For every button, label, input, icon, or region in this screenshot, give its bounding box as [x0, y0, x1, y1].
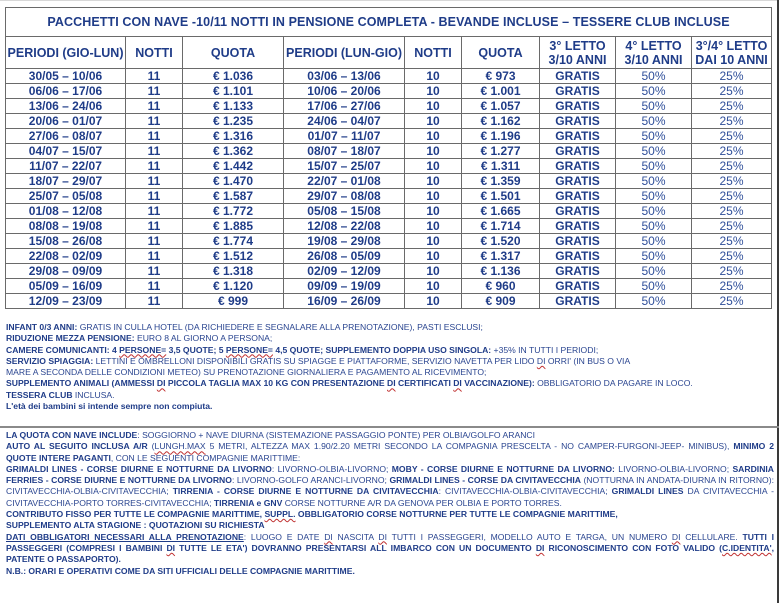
text-fragment: TUTTI I PASSEGGERI (COMPRESI I BAMBINI [6, 531, 774, 553]
cell-periodo-lun-gio: 19/08 – 29/08 [284, 234, 405, 249]
note-grimaldi-porto-torres: GRIMALDI LINES [611, 486, 684, 497]
cell-4-letto: 50% [616, 294, 692, 309]
note-moby: MOBY - CORSE DIURNE E NOTTURNE DA LIVORNO: [391, 463, 615, 474]
cell-4-letto: 50% [616, 174, 692, 189]
note-alta-stagione: SUPPLEMENTO ALTA STAGIONE : QUOTAZIONI SU RICHIESTA [6, 520, 265, 531]
cell-periodo-gio-lun: 04/07 – 15/07 [6, 144, 126, 159]
cell-notti-2: 10 [405, 294, 462, 309]
header-quota-1: QUOTA [183, 37, 284, 69]
header-notti-2: NOTTI [405, 37, 462, 69]
text-fragment: C.IDENTITA' [722, 542, 772, 553]
cell-periodo-gio-lun: 25/07 – 05/08 [6, 189, 126, 204]
text-fragment: DI [378, 531, 387, 542]
text-fragment: 5 METRI, ALTEZZA MAX 1.90/2.20 METRI SECONDO LA COMPAGNIA PRESCELTA - NO CAMPER-FURGONI-JEEP- [205, 441, 685, 452]
cell-3-4-letto-adulti: 25% [692, 249, 772, 264]
cell-periodo-gio-lun: 13/06 – 24/06 [6, 99, 126, 114]
table-header-row [6, 37, 772, 69]
cell-notti-1: 11 [126, 234, 183, 249]
cell-notti-1: 11 [126, 129, 183, 144]
cell-quota-1: € 1.442 [183, 159, 284, 174]
cell-3-letto: GRATIS [540, 99, 616, 114]
cell-periodo-gio-lun: 08/08 – 19/08 [6, 219, 126, 234]
cell-3-letto: GRATIS [540, 204, 616, 219]
cell-quota-2: € 1.001 [462, 84, 540, 99]
price-table [5, 7, 772, 309]
cell-notti-2: 10 [405, 129, 462, 144]
cell-3-4-letto-adulti: 25% [692, 279, 772, 294]
cell-quota-1: € 1.885 [183, 219, 284, 234]
cell-periodo-lun-gio: 02/09 – 12/09 [284, 264, 405, 279]
cell-3-letto: GRATIS [540, 144, 616, 159]
cell-quota-2: € 1.057 [462, 99, 540, 114]
cell-3-letto: GRATIS [540, 234, 616, 249]
cell-4-letto: 50% [616, 264, 692, 279]
cell-periodo-gio-lun: 27/06 – 08/07 [6, 129, 126, 144]
cell-notti-1: 11 [126, 189, 183, 204]
cell-quota-1: € 1.512 [183, 249, 284, 264]
cell-notti-2: 10 [405, 264, 462, 279]
cell-notti-1: 11 [126, 294, 183, 309]
cell-notti-2: 10 [405, 84, 462, 99]
cell-notti-1: 11 [126, 144, 183, 159]
note-quota-label: LA QUOTA CON NAVE INCLUDE [6, 430, 138, 440]
table-row [6, 144, 772, 159]
text-fragment: TUTTE LE ETA') DOVRANNO PRESENTARSI ALL IMBARCO CON UN DOCUMENTO [175, 542, 536, 553]
cell-quota-1: € 1.470 [183, 174, 284, 189]
note-auto [6, 441, 774, 462]
note-minimo-label: MINIMO 2 QUOTE INTERE PAGANTI [6, 441, 775, 463]
note-compagnie [6, 464, 774, 508]
text-fragment: : LUOGO E DATE [243, 531, 325, 542]
cell-quota-2: € 909 [462, 294, 540, 309]
cell-periodo-gio-lun: 20/06 – 01/07 [6, 114, 126, 129]
note-infant-text: GRATIS IN CULLA HOTEL (DA RICHIEDERE E SEGNALARE ALLA PRENOTAZIONE), PASTI ESCLUSI; [77, 322, 483, 332]
cell-notti-2: 10 [405, 159, 462, 174]
cell-periodo-lun-gio: 05/08 – 15/08 [284, 204, 405, 219]
cell-4-letto: 50% [616, 204, 692, 219]
note-eta-text: L'età dei bambini si intende sempre non compiuta. [6, 401, 213, 412]
text-fragment: CERTIFICATI [395, 378, 454, 389]
cell-periodo-lun-gio: 26/08 – 05/09 [284, 249, 405, 264]
cell-periodo-lun-gio: 15/07 – 25/07 [284, 159, 405, 174]
cell-periodo-lun-gio: 03/06 – 13/06 [284, 69, 405, 84]
cell-periodo-lun-gio: 08/07 – 18/07 [284, 144, 405, 159]
cell-4-letto: 50% [616, 279, 692, 294]
cell-notti-2: 10 [405, 144, 462, 159]
cell-periodo-lun-gio: 09/09 – 19/09 [284, 279, 405, 294]
note-grimaldi-livorno: GRIMALDI LINES - CORSE DIURNE E NOTTURNE DA LIVORNO [6, 463, 272, 474]
cell-notti-1: 11 [126, 69, 183, 84]
cell-notti-1: 11 [126, 279, 183, 294]
cell-periodo-gio-lun: 01/08 – 12/08 [6, 204, 126, 219]
cell-notti-2: 10 [405, 189, 462, 204]
note-nb: N.B.: ORARI E OPERATIVI COME DA SITI UFFICIALI DELLE COMPAGNIE MARITTIME. [6, 565, 355, 576]
cell-quota-2: € 973 [462, 69, 540, 84]
cell-quota-1: € 1.774 [183, 234, 284, 249]
cell-4-letto: 50% [616, 99, 692, 114]
cell-3-4-letto-adulti: 25% [692, 294, 772, 309]
note-mezza-label: RIDUZIONE MEZZA PENSIONE: [6, 333, 135, 344]
cell-4-letto: 50% [616, 159, 692, 174]
cell-notti-2: 10 [405, 99, 462, 114]
cell-periodo-lun-gio: 17/06 – 27/06 [284, 99, 405, 114]
text-fragment: (NOTTURNA IN ANDATA-DIURNA IN RITORNO): CIVITAVECCHIA-OLBIA-CIVITAVECCHIA; [6, 475, 774, 497]
cell-3-letto: GRATIS [540, 189, 616, 204]
text-fragment: VACCINAZIONE): [461, 378, 535, 389]
note-spiaggia-cont: MARE A SECONDA DELLE CONDIZIONI METEO) SU PRENOTAZIONE GIORNALIERA E PAGAMENTO AL RICEVIMENTO; [6, 367, 487, 378]
cell-3-4-letto-adulti: 25% [692, 159, 772, 174]
cell-notti-1: 11 [126, 99, 183, 114]
cell-3-letto: GRATIS [540, 279, 616, 294]
cell-3-4-letto-adulti: 25% [692, 84, 772, 99]
table-row [6, 99, 772, 114]
table-row [6, 294, 772, 309]
text-fragment: OBBLIGATORIO CORSE NOTTURNE PER TUTTE LE COMPAGNIE MARITTIME, [295, 509, 618, 520]
cell-quota-2: € 1.520 [462, 234, 540, 249]
cell-3-letto: GRATIS [540, 114, 616, 129]
cell-periodo-lun-gio: 24/06 – 04/07 [284, 114, 405, 129]
cell-periodo-lun-gio: 10/06 – 20/06 [284, 84, 405, 99]
cell-periodo-gio-lun: 15/08 – 26/08 [6, 234, 126, 249]
header-3-4-letto-adulti: 3°/4° LETTO DAI 10 ANNI [692, 37, 772, 69]
cell-4-letto: 50% [616, 249, 692, 264]
cell-quota-2: € 1.277 [462, 144, 540, 159]
note-dati-obbligatori [6, 532, 774, 565]
frame-top-border [0, 0, 779, 1]
header-quota-2: QUOTA [462, 37, 540, 69]
note-contributo [6, 509, 618, 519]
text-fragment: LUNGH.MAX [154, 441, 206, 452]
note-spiaggia [6, 356, 774, 367]
text-fragment: DI [535, 542, 545, 553]
cell-4-letto: 50% [616, 144, 692, 159]
cell-3-letto: GRATIS [540, 84, 616, 99]
note-infant [6, 322, 774, 333]
text-fragment: DI [387, 378, 396, 389]
text-fragment: , PATENTE O PASSAPORTO). [6, 542, 775, 565]
cell-periodo-gio-lun: 06/06 – 17/06 [6, 84, 126, 99]
text-fragment: : CIVITAVECCHIA-OLBIA-CIVITAVECCHIA; [438, 486, 612, 497]
cell-notti-2: 10 [405, 219, 462, 234]
notes-bottom [6, 430, 774, 577]
table-row [6, 264, 772, 279]
text-fragment: NASCITA [332, 531, 379, 542]
table-row [6, 129, 772, 144]
cell-quota-2: € 1.359 [462, 174, 540, 189]
text-fragment: TUTTI I PASSEGGERI, MODELLO AUTO E TARGA, UN NUMERO [387, 531, 672, 542]
section-divider [0, 426, 779, 428]
cell-quota-1: € 1.036 [183, 69, 284, 84]
cell-notti-1: 11 [126, 264, 183, 279]
cell-quota-1: € 1.235 [183, 114, 284, 129]
note-quota-text: : SOGGIORNO + NAVE DIURNA (SISTEMAZIONE PASSAGGIO PONTE) PER OLBIA/GOLFO ARANCI [137, 430, 535, 440]
header-3-letto: 3° LETTO 3/10 ANNI [540, 37, 616, 69]
cell-3-4-letto-adulti: 25% [692, 114, 772, 129]
frame-right-border [777, 0, 779, 603]
text-fragment: ORRI' (IN BUS O VIA [545, 355, 631, 366]
cell-quota-2: € 1.162 [462, 114, 540, 129]
cell-3-letto: GRATIS [540, 174, 616, 189]
note-spiaggia-label: SERVIZIO SPIAGGIA: [6, 355, 94, 366]
cell-3-4-letto-adulti: 25% [692, 144, 772, 159]
text-fragment: DI [536, 355, 546, 366]
table-row [6, 174, 772, 189]
text-fragment: RICONOSCIMENTO CON FOTO VALIDO ( [544, 542, 722, 553]
table-row [6, 84, 772, 99]
cell-quota-1: € 1.316 [183, 129, 284, 144]
cell-4-letto: 50% [616, 219, 692, 234]
cell-3-4-letto-adulti: 25% [692, 264, 772, 279]
note-camere [6, 345, 774, 356]
text-fragment: LIVORNO-OLBIA-LIVORNO; [614, 463, 733, 474]
note-eta [6, 401, 774, 412]
note-auto-label: AUTO AL SEGUITO INCLUSA A/R [6, 441, 148, 452]
cell-4-letto: 50% [616, 189, 692, 204]
cell-notti-1: 11 [126, 174, 183, 189]
text-fragment: CELLULARE. [680, 531, 743, 542]
cell-quota-1: € 1.120 [183, 279, 284, 294]
cell-4-letto: 50% [616, 234, 692, 249]
text-fragment: CAMERE COMUNICANTI: 4 [6, 344, 120, 355]
text-fragment: DI [324, 531, 333, 542]
cell-notti-2: 10 [405, 204, 462, 219]
header-4-letto: 4° LETTO 3/10 ANNI [616, 37, 692, 69]
cell-3-letto: GRATIS [540, 249, 616, 264]
text-fragment: DI [671, 531, 681, 542]
cell-quota-2: € 1.196 [462, 129, 540, 144]
cell-notti-2: 10 [405, 249, 462, 264]
table-row [6, 114, 772, 129]
cell-periodo-lun-gio: 29/07 – 08/08 [284, 189, 405, 204]
cell-notti-2: 10 [405, 174, 462, 189]
cell-notti-2: 10 [405, 279, 462, 294]
cell-3-4-letto-adulti: 25% [692, 69, 772, 84]
table-row [6, 159, 772, 174]
cell-3-4-letto-adulti: 25% [692, 219, 772, 234]
cell-quota-2: € 1.317 [462, 249, 540, 264]
note-infant-label: INFANT 0/3 ANNI: [6, 322, 78, 332]
cell-notti-1: 11 [126, 159, 183, 174]
table-row [6, 204, 772, 219]
note-animali-text: OBBLIGATORIO DA PAGARE IN LOCO. [534, 378, 693, 389]
cell-periodo-gio-lun: 30/05 – 10/06 [6, 69, 126, 84]
cell-notti-1: 11 [126, 249, 183, 264]
text-fragment: LETTINI E OMBRELLONI DISPONIBILI GRATIS SU SPIAGGE E PIATTAFORME, SERVIZIO NAVETTA PER LIDO [93, 355, 537, 366]
header-periodi-gio-lun: PERIODI (GIO-LUN) [6, 37, 126, 69]
note-tessera-label: TESSERA CLUB [6, 389, 73, 400]
text-fragment: PERSONE= [119, 344, 167, 355]
note-sardinia: SARDINIA FERRIES - CORSE DIURNE E NOTTURNE DA LIVORNO [6, 463, 774, 486]
cell-periodo-gio-lun: 18/07 – 29/07 [6, 174, 126, 189]
note-tirrenia: TIRRENIA - CORSE DIURNE E NOTTURNE DA CIVITAVECCHIA [172, 486, 439, 497]
cell-4-letto: 50% [616, 69, 692, 84]
text-fragment: DI [166, 542, 176, 553]
cell-3-letto: GRATIS [540, 219, 616, 234]
text-fragment: SUPPLEMENTO ANIMALI (AMMESSI [6, 378, 157, 389]
note-quota-include [6, 430, 535, 440]
cell-quota-1: € 999 [183, 294, 284, 309]
cell-4-letto: 50% [616, 114, 692, 129]
cell-4-letto: 50% [616, 129, 692, 144]
cell-3-4-letto-adulti: 25% [692, 174, 772, 189]
cell-4-letto: 50% [616, 84, 692, 99]
cell-quota-1: € 1.101 [183, 84, 284, 99]
cell-quota-2: € 1.665 [462, 204, 540, 219]
cell-3-letto: GRATIS [540, 69, 616, 84]
note-camere-label [6, 345, 491, 355]
text-fragment: PERSONE= [225, 344, 273, 355]
note-mezza-pensione [6, 333, 774, 344]
table-row [6, 249, 772, 264]
cell-periodo-lun-gio: 12/08 – 22/08 [284, 219, 405, 234]
note-animali [6, 378, 774, 389]
text-fragment: PICCOLA TAGLIA MAX 10 KG CON PRESENTAZIONE [165, 378, 388, 389]
cell-periodo-lun-gio: 01/07 – 11/07 [284, 129, 405, 144]
cell-notti-1: 11 [126, 114, 183, 129]
cell-periodo-gio-lun: 29/08 – 09/09 [6, 264, 126, 279]
cell-3-4-letto-adulti: 25% [692, 189, 772, 204]
cell-periodo-lun-gio: 22/07 – 01/08 [284, 174, 405, 189]
cell-quota-1: € 1.362 [183, 144, 284, 159]
text-fragment: CORSE NOTTURNE A/R DA GENOVA PER OLBIA E PORTO TORRES. [282, 497, 562, 508]
cell-notti-2: 10 [405, 69, 462, 84]
cell-quota-2: € 960 [462, 279, 540, 294]
note-animali-label [6, 378, 535, 388]
cell-quota-2: € 1.136 [462, 264, 540, 279]
note-camere-text: +35% IN TUTTI I PERIODI; [491, 344, 599, 355]
note-dati-label: DATI OBBLIGATORI NECESSARI ALLA PRENOTAZIONE [6, 531, 244, 542]
cell-periodo-lun-gio: 16/09 – 26/09 [284, 294, 405, 309]
cell-3-4-letto-adulti: 25% [692, 204, 772, 219]
text-fragment: DI [453, 378, 462, 389]
table-row [6, 234, 772, 249]
table-row [6, 69, 772, 84]
table-row [6, 189, 772, 204]
text-fragment: , CON LE SEGUENTI COMPAGNIE MARITTIME: [110, 452, 301, 463]
cell-quota-1: € 1.133 [183, 99, 284, 114]
note-tessera-text: INCLUSA. [72, 389, 115, 400]
cell-notti-1: 11 [126, 204, 183, 219]
cell-3-letto: GRATIS [540, 129, 616, 144]
text-fragment: : LIVORNO-OLBIA-LIVORNO; [271, 463, 392, 474]
cell-periodo-gio-lun: 05/09 – 16/09 [6, 279, 126, 294]
note-grimaldi-civitavecchia: GRIMALDI LINES - CORSE DA CIVITAVECCHIA [389, 475, 581, 486]
cell-notti-2: 10 [405, 234, 462, 249]
cell-3-letto: GRATIS [540, 264, 616, 279]
text-fragment: 4,5 QUOTE; SUPPLEMENTO DOPPIA USO SINGOLA: [272, 344, 492, 355]
note-tirrenia-gnv: TIRRENIA e GNV [213, 497, 283, 508]
cell-quota-1: € 1.318 [183, 264, 284, 279]
notes-top [6, 322, 774, 412]
cell-3-letto: GRATIS [540, 159, 616, 174]
cell-quota-1: € 1.587 [183, 189, 284, 204]
text-fragment: DA CIVITAVECCHIA - CIVITAVECCHIA-PORTO TORRES-CIVITAVECCHIA; [6, 486, 774, 508]
cell-notti-2: 10 [405, 114, 462, 129]
text-fragment: ( [147, 441, 155, 452]
cell-periodo-gio-lun: 11/07 – 22/07 [6, 159, 126, 174]
cell-periodo-gio-lun: 22/08 – 02/09 [6, 249, 126, 264]
cell-3-4-letto-adulti: 25% [692, 129, 772, 144]
cell-quota-1: € 1.772 [183, 204, 284, 219]
table-body [6, 69, 772, 309]
text-fragment: SUPPL. [264, 509, 296, 520]
cell-quota-2: € 1.311 [462, 159, 540, 174]
cell-notti-1: 11 [126, 84, 183, 99]
text-fragment: DI [156, 378, 166, 389]
table-title: PACCHETTI CON NAVE -10/11 NOTTI IN PENSIONE COMPLETA - BEVANDE INCLUSE – TESSERE CLUB INCLUSE [6, 8, 772, 37]
note-mezza-text: EURO 8 AL GIORNO A PERSONA; [134, 333, 273, 344]
cell-3-4-letto-adulti: 25% [692, 234, 772, 249]
cell-periodo-gio-lun: 12/09 – 23/09 [6, 294, 126, 309]
cell-notti-1: 11 [126, 219, 183, 234]
cell-3-letto: GRATIS [540, 294, 616, 309]
cell-quota-2: € 1.714 [462, 219, 540, 234]
table-row [6, 279, 772, 294]
text-fragment: MINIBUS), [688, 441, 734, 452]
header-notti-1: NOTTI [126, 37, 183, 69]
cell-3-4-letto-adulti: 25% [692, 99, 772, 114]
text-fragment: CONTRIBUTO FISSO PER TUTTE LE COMPAGNIE MARITTIME, [6, 509, 265, 520]
text-fragment: 3,5 QUOTE; 5 [166, 344, 226, 355]
cell-quota-2: € 1.501 [462, 189, 540, 204]
text-fragment: : LIVORNO-GOLFO ARANCI-LIVORNO; [231, 475, 390, 486]
note-tessera [6, 390, 774, 401]
table-row [6, 219, 772, 234]
header-periodi-lun-gio: PERIODI (LUN-GIO) [284, 37, 405, 69]
